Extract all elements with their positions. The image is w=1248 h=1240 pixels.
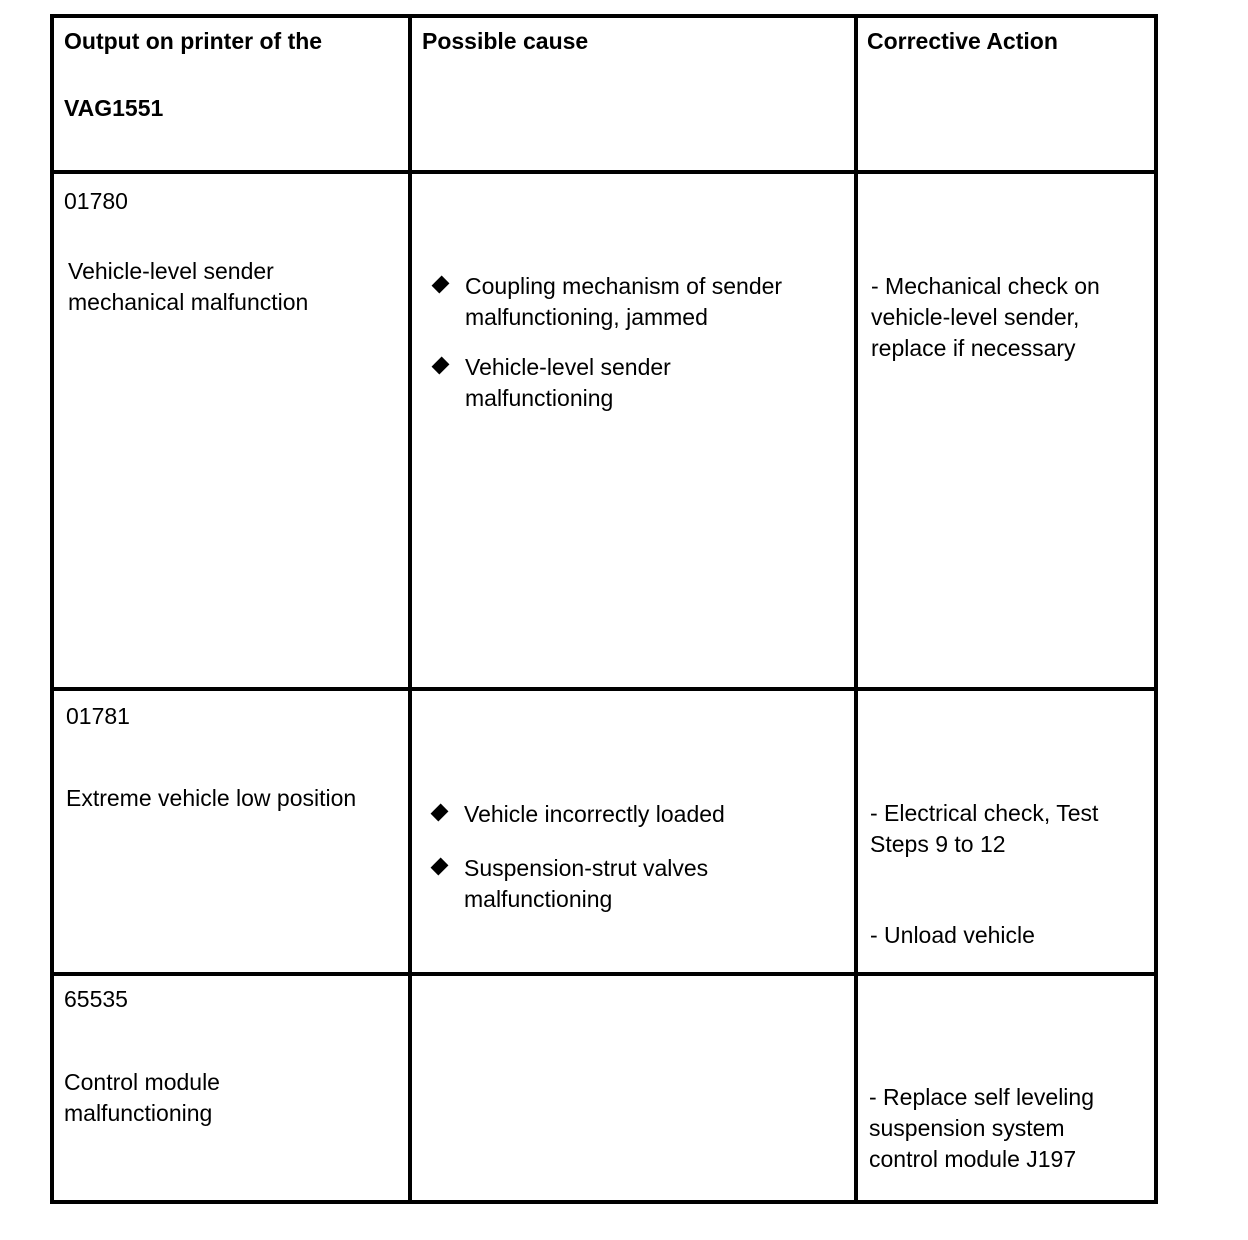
header-output — [64, 26, 394, 124]
table-rule-header — [50, 170, 1158, 174]
row3-action-1: - Replace self leveling suspension system control module J197 — [869, 1084, 1095, 1172]
row1-cause-2-text: Vehicle-level sender malfunctioning — [465, 354, 671, 411]
header-output-line2: VAG1551 — [64, 95, 164, 121]
table-border-left — [50, 14, 54, 1204]
table-rule-col2 — [408, 14, 412, 1204]
row2-description: Extreme vehicle low position — [66, 785, 357, 811]
table-rule-row1 — [50, 687, 1158, 691]
diamond-bullet-icon — [432, 357, 450, 375]
row1-description: Vehicle-level sender mechanical malfunction — [68, 258, 309, 315]
table-border-top — [50, 14, 1158, 18]
row1-cause-1 — [435, 271, 785, 333]
row2-code: 01781 — [66, 703, 130, 729]
header-corrective-action: Corrective Action — [867, 28, 1058, 54]
header-output-line1: Output on printer of the — [64, 28, 323, 54]
fault-table — [50, 14, 1158, 1204]
row2-action-2: - Unload vehicle — [870, 922, 1035, 948]
row1-code: 01780 — [64, 188, 128, 214]
row1-cause-2 — [435, 352, 785, 414]
row2-cause-1-text: Vehicle incorrectly loaded — [464, 801, 725, 827]
header-possible-cause: Possible cause — [422, 28, 589, 54]
row2-action-1: - Electrical check, Test Steps 9 to 12 — [870, 800, 1099, 857]
row3-code: 65535 — [64, 986, 128, 1012]
row1-cause-1-text: Coupling mechanism of sender malfunctioning, jammed — [465, 273, 783, 330]
table-rule-row2 — [50, 972, 1158, 976]
row3-description: Control module malfunctioning — [64, 1069, 220, 1126]
row2-cause-2 — [434, 853, 764, 915]
diamond-bullet-icon — [431, 804, 449, 822]
row2-cause-1 — [434, 799, 824, 830]
diamond-bullet-icon — [432, 276, 450, 294]
table-border-bottom — [50, 1200, 1158, 1204]
diamond-bullet-icon — [431, 858, 449, 876]
table-border-right — [1154, 14, 1158, 1204]
row2-cause-2-text: Suspension-strut valves malfunctioning — [464, 855, 709, 912]
table-rule-col3 — [854, 14, 858, 1204]
row1-action-1: - Mechanical check on vehicle-level sender, replace if necessary — [871, 273, 1100, 361]
